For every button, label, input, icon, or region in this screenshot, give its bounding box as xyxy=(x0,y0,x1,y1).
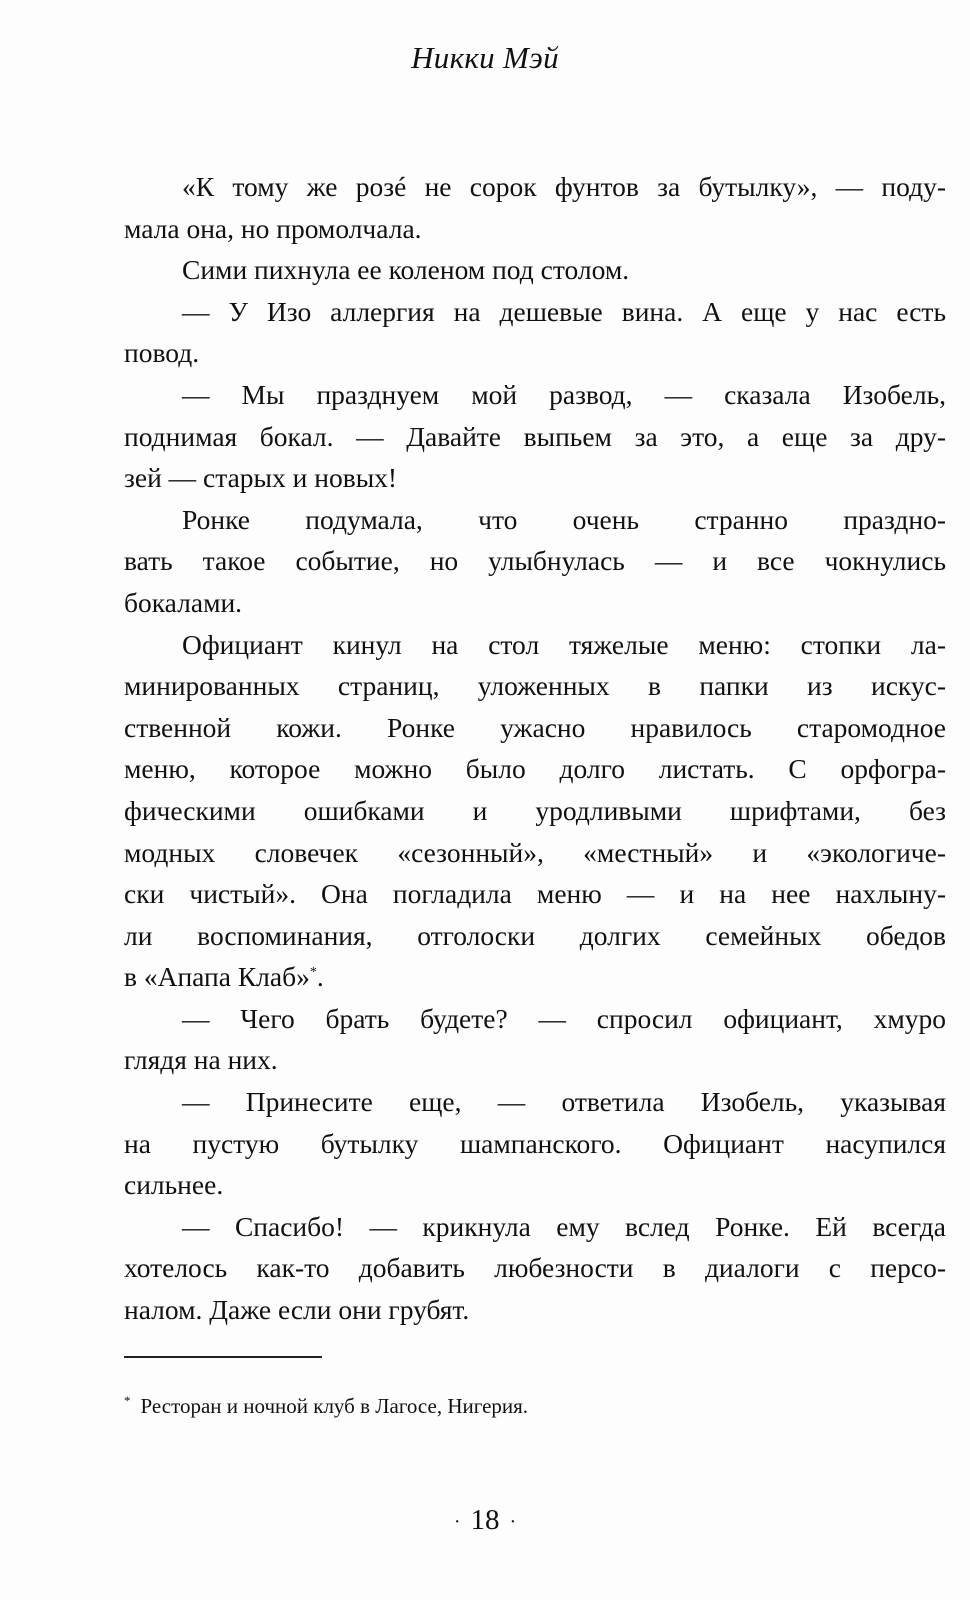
page-number-folio xyxy=(0,1504,970,1537)
text-line-content: Официант кинул на стол тяжелые меню: стопки ла- xyxy=(182,628,946,660)
text-line-content: хотелось как-то добавить любезности в диалоги с персо- xyxy=(124,1252,946,1284)
text-line xyxy=(124,915,946,957)
footnote-reference: * xyxy=(309,965,317,981)
text-line xyxy=(124,707,946,749)
text-line-content: глядя на них. xyxy=(124,1044,278,1076)
text-line-content: ски чистый». Она погладила меню — и на нее нахлыну- xyxy=(124,878,946,910)
text-line xyxy=(124,1206,946,1248)
text-line xyxy=(124,166,946,208)
text-line-content: ли воспоминания, отголоски долгих семейных обедов xyxy=(124,919,946,951)
text-line xyxy=(124,1039,946,1081)
text-line xyxy=(124,208,946,250)
text-line xyxy=(124,1247,946,1289)
running-head-author: Никки Мэй xyxy=(411,40,559,75)
text-line-content: Сими пихнула ее коленом под столом. xyxy=(182,254,630,286)
text-line-content: зей — старых и новых! xyxy=(124,462,398,494)
text-line-content: Ронке подумала, что очень странно праздно- xyxy=(182,503,946,535)
text-line xyxy=(124,291,946,333)
text-line xyxy=(124,1164,946,1206)
text-line xyxy=(124,624,946,666)
text-line-content: — Чего брать будете? — спросил официант, хмуро xyxy=(182,1002,946,1034)
text-line-content: бокалами. xyxy=(124,586,243,618)
text-line-content: мала она, но промолчала. xyxy=(124,212,422,244)
text-line-content: «К тому же розé не сорок фунтов за бутылку», — поду- xyxy=(182,171,946,202)
text-line xyxy=(124,998,946,1040)
text-line xyxy=(124,665,946,707)
text-line xyxy=(124,748,946,790)
text-line xyxy=(124,416,946,458)
text-line-content: в «Апапа Клаб» xyxy=(124,961,310,993)
body-text xyxy=(124,166,946,1331)
text-line xyxy=(124,540,946,582)
text-line xyxy=(124,873,946,915)
footnote xyxy=(124,1386,528,1421)
text-line-content: фическими ошибками и уродливыми шрифтами, без xyxy=(124,794,946,826)
text-line-content: сильнее. xyxy=(124,1169,224,1201)
text-line xyxy=(124,790,946,832)
text-line xyxy=(124,956,946,998)
text-line-content: модных словечек «сезонный», «местный» и «экологиче- xyxy=(124,836,946,868)
text-line xyxy=(124,457,946,499)
page-number: 18 xyxy=(470,1504,500,1536)
text-line-content: на пустую бутылку шампанского. Официант насупился xyxy=(124,1127,946,1159)
text-line-content: — Принесите еще, — ответила Изобель, указывая xyxy=(182,1086,946,1118)
footnote-divider xyxy=(124,1356,322,1358)
text-line-content: вать такое событие, но улыбнулась — и все чокнулись xyxy=(124,545,946,577)
text-line xyxy=(124,374,946,416)
text-line xyxy=(124,1123,946,1165)
text-line-content: меню, которое можно было долго листать. С орфогра- xyxy=(124,753,946,785)
folio-dot-left: · xyxy=(453,1510,461,1533)
trailing-punctuation: . xyxy=(316,961,324,993)
footnote-text: Ресторан и ночной клуб в Лагосе, Нигерия. xyxy=(140,1394,529,1418)
text-line-content: ственной кожи. Ронке ужасно нравилось старомодное xyxy=(124,711,946,743)
text-line-content: налом. Даже если они грубят. xyxy=(124,1294,470,1326)
text-line-content: — У Изо аллергия на дешевые вина. А еще у нас есть xyxy=(182,295,946,327)
text-line-content: повод. xyxy=(124,337,200,369)
text-line xyxy=(124,499,946,541)
text-line xyxy=(124,832,946,874)
text-line-content: поднимая бокал. — Давайте выпьем за это, а еще за дру- xyxy=(124,420,946,452)
text-line-content: — Спасибо! — крикнула ему вслед Ронке. Ей всегда xyxy=(182,1210,946,1242)
text-line-content: минированных страниц, уложенных в папки из искус- xyxy=(124,670,946,702)
folio-dot-right: · xyxy=(509,1510,517,1533)
text-line xyxy=(124,1289,946,1331)
text-line xyxy=(124,582,946,624)
text-line xyxy=(124,249,946,291)
text-line-content: — Мы празднуем мой развод, — сказала Изобель, xyxy=(182,378,946,410)
text-line xyxy=(124,1081,946,1123)
footnote-mark: * xyxy=(124,1393,131,1408)
text-line xyxy=(124,332,946,374)
